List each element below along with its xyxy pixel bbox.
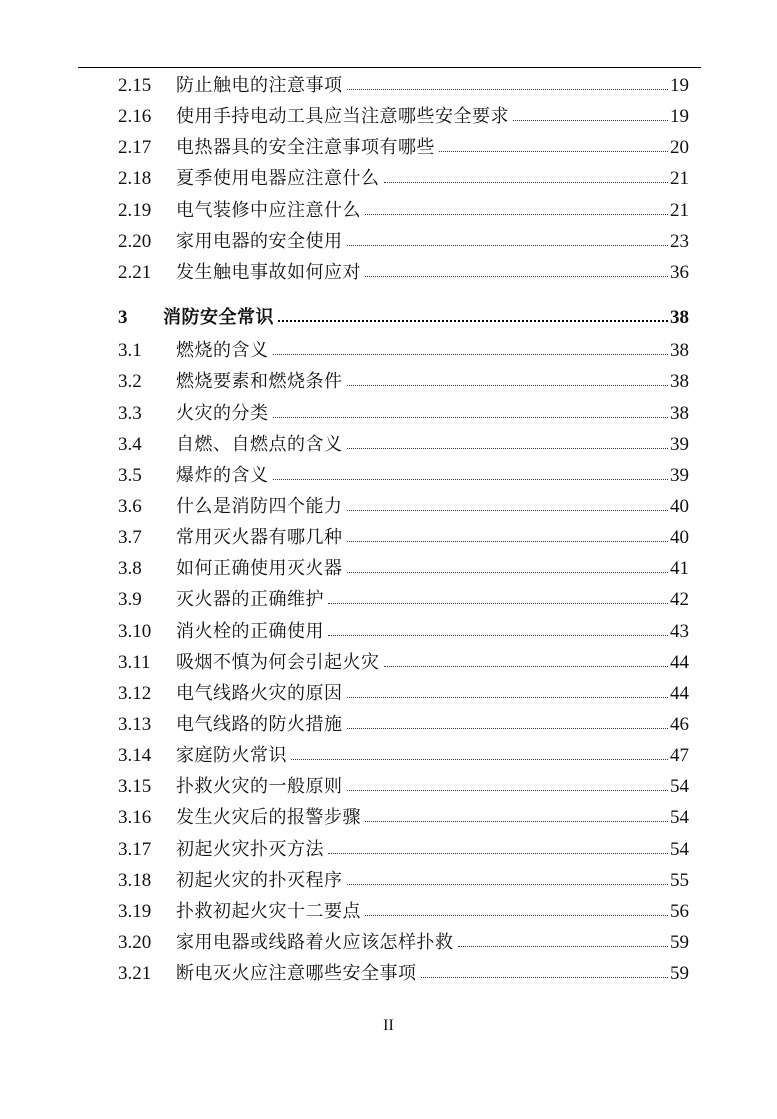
toc-entry-number: 2.21: [118, 261, 152, 283]
toc-entry-number: 3.17: [118, 838, 152, 860]
toc-entry-number: 2.20: [118, 230, 152, 252]
toc-entry-number: 3.4: [118, 433, 142, 455]
toc-entry-title: 断电灭火应注意哪些安全事项: [176, 963, 417, 985]
toc-entry-title: 灭火器的正确维护: [176, 589, 324, 611]
toc-entry[interactable]: [118, 897, 689, 927]
toc-entry-number: 3.9: [118, 589, 142, 611]
toc-leader-dots: [328, 853, 668, 854]
toc-entry[interactable]: [118, 164, 689, 194]
toc-entry-page: 41: [670, 558, 689, 580]
toc-leader-dots: [273, 479, 669, 480]
toc-leader-dots: [347, 89, 669, 90]
toc-entry[interactable]: [118, 959, 689, 989]
toc-entry[interactable]: [118, 554, 689, 584]
toc-entry-page: 21: [670, 199, 689, 221]
toc-entry-number: 2.19: [118, 199, 152, 221]
toc-entry[interactable]: [118, 835, 689, 865]
toc-entry-number: 3.3: [118, 402, 142, 424]
toc-leader-dots: [347, 510, 669, 511]
toc-entry[interactable]: [118, 492, 689, 522]
toc-entry[interactable]: [118, 461, 689, 491]
toc-entry-page: 40: [670, 495, 689, 517]
toc-entry-title: 火灾的分类: [176, 402, 269, 424]
toc-entry-page: 47: [670, 745, 689, 767]
toc-entry-page: 44: [670, 651, 689, 673]
toc-leader-dots: [458, 946, 669, 947]
toc-leader-dots: [513, 120, 668, 121]
toc-entry-page: 43: [670, 620, 689, 642]
toc-entry-number: 3.5: [118, 464, 142, 486]
toc-entry-number: 3.16: [118, 807, 152, 829]
toc-entry-title: 常用灭火器有哪几种: [176, 527, 343, 549]
toc-entry-number: 2.18: [118, 168, 152, 190]
toc-entry-title: 扑救火灾的一般原则: [176, 776, 343, 798]
toc-entry-title: 防止触电的注意事项: [176, 75, 343, 96]
toc-entry-page: 39: [670, 464, 689, 486]
toc-entry[interactable]: [118, 71, 689, 101]
toc-leader-dots: [328, 635, 668, 636]
toc-leader-dots: [347, 245, 669, 246]
toc-entry[interactable]: [118, 928, 689, 958]
header-rule: [78, 67, 701, 68]
toc-entry-number: 3: [118, 307, 128, 329]
toc-leader-dots: [347, 572, 669, 573]
toc-entry-number: 3.11: [118, 651, 151, 673]
toc-leader-dots: [347, 385, 669, 386]
toc-leader-dots: [347, 448, 669, 449]
toc-entry-number: 3.6: [118, 495, 142, 517]
toc-entry-title: 电气线路的防火措施: [176, 714, 343, 735]
toc-entry-title: 电气线路火灾的原因: [176, 682, 343, 704]
toc-entry-title: 电气装修中应注意什么: [176, 199, 361, 221]
toc-entry-page: 42: [670, 589, 689, 611]
toc-entry-page: 54: [670, 838, 689, 860]
toc-entry[interactable]: [118, 648, 689, 678]
toc-entry-title: 初起火灾扑灭方法: [176, 838, 324, 860]
toc-entry-title: 发生触电事故如何应对: [176, 261, 361, 283]
toc-entry-page: 38: [670, 402, 689, 424]
toc-leader-dots: [347, 541, 669, 542]
toc-chapter-entry[interactable]: [118, 303, 689, 333]
toc-entry[interactable]: [118, 741, 689, 771]
toc-entry[interactable]: [118, 367, 689, 397]
toc-entry-page: 23: [670, 230, 689, 252]
toc-leader-dots: [273, 417, 669, 418]
toc-entry-page: 59: [670, 963, 689, 985]
toc-entry[interactable]: [118, 430, 689, 460]
toc-leader-dots: [384, 666, 669, 667]
toc-entry-number: 2.17: [118, 137, 152, 159]
toc-entry-title: 消火栓的正确使用: [176, 620, 324, 642]
toc-entry-title: 发生火灾后的报警步骤: [176, 807, 361, 829]
page-number: II: [383, 1017, 394, 1034]
toc-entry-number: 2.15: [118, 75, 152, 96]
toc-entry-page: 46: [670, 714, 689, 735]
toc-entry-page: 55: [670, 869, 689, 891]
toc-entry-title: 吸烟不慎为何会引起火灾: [176, 651, 380, 673]
toc-entry-number: 3.13: [118, 714, 152, 735]
toc-leader-dots: [365, 821, 668, 822]
toc-entry-page: 54: [670, 807, 689, 829]
toc-entry-page: 20: [670, 137, 689, 159]
toc-entry-number: 3.7: [118, 527, 142, 549]
toc-entry-title: 什么是消防四个能力: [176, 495, 343, 517]
toc-leader-dots: [347, 884, 669, 885]
toc-entry[interactable]: [118, 227, 689, 257]
toc-leader-dots: [439, 151, 668, 152]
toc-leader-dots: [365, 214, 668, 215]
toc-entry-page: 38: [670, 371, 689, 393]
toc-entry-page: 19: [670, 75, 689, 96]
toc-entry[interactable]: [118, 866, 689, 896]
toc-entry-number: 3.10: [118, 620, 152, 642]
toc-entry-title: 燃烧要素和燃烧条件: [176, 371, 343, 393]
toc-entry-page: 21: [670, 168, 689, 190]
toc-entry-title: 家庭防火常识: [176, 745, 287, 767]
toc-entry[interactable]: [118, 523, 689, 553]
toc-entry[interactable]: [118, 258, 689, 288]
toc-entry-number: 3.21: [118, 963, 152, 985]
toc-leader-dots: [421, 977, 669, 978]
toc-leader-dots: [365, 915, 668, 916]
toc-leader-dots: [328, 603, 668, 604]
toc-entry-number: 3.19: [118, 900, 152, 922]
toc-entry-title: 家用电器的安全使用: [176, 230, 343, 252]
toc-leader-dots: [347, 728, 669, 729]
toc-entry-number: 3.18: [118, 869, 152, 891]
toc-entry-page: 38: [670, 340, 689, 362]
toc-leader-dots: [273, 354, 669, 355]
toc-leader-dots: [347, 697, 669, 698]
toc-entry[interactable]: [118, 803, 689, 833]
toc-entry-title: 燃烧的含义: [176, 340, 269, 362]
toc-entry-number: 3.12: [118, 682, 152, 704]
toc-leader-dots: [291, 759, 668, 760]
toc-entry-page: 40: [670, 527, 689, 549]
toc-entry-title: 自燃、自燃点的含义: [176, 433, 343, 455]
toc-leader-dots: [384, 182, 669, 183]
toc-leader-dots: [365, 276, 668, 277]
toc-entry-page: 38: [670, 307, 689, 329]
toc-entry-title: 初起火灾的扑灭程序: [176, 869, 343, 891]
toc-entry-number: 3.15: [118, 776, 152, 798]
toc-entry[interactable]: [118, 772, 689, 802]
toc-entry[interactable]: [118, 102, 689, 132]
toc-entry-number: 3.14: [118, 745, 152, 767]
toc-entry[interactable]: [118, 585, 689, 615]
toc-entry[interactable]: [118, 679, 689, 709]
toc-entry[interactable]: [118, 336, 689, 366]
toc-leader-dots: [278, 320, 668, 322]
toc-entry-number: 2.16: [118, 106, 152, 128]
toc-entry-title: 消防安全常识: [163, 307, 274, 329]
toc-entry-page: 39: [670, 433, 689, 455]
toc-entry[interactable]: [118, 133, 689, 163]
toc-entry-title: 家用电器或线路着火应该怎样扑救: [176, 932, 454, 953]
toc-entry-number: 3.8: [118, 558, 142, 580]
toc-entry-page: 54: [670, 776, 689, 798]
toc-entry-title: 夏季使用电器应注意什么: [176, 168, 380, 190]
toc-entry-title: 爆炸的含义: [176, 464, 269, 486]
toc-entry[interactable]: [118, 399, 689, 429]
toc-entry[interactable]: [118, 196, 689, 226]
toc-entry-page: 59: [670, 932, 689, 953]
toc-entry-title: 使用手持电动工具应当注意哪些安全要求: [176, 106, 509, 128]
toc-entry-page: 19: [670, 106, 689, 128]
toc-entry-number: 3.20: [118, 932, 152, 953]
toc-entry-number: 3.2: [118, 371, 142, 393]
toc-entry-number: 3.1: [118, 340, 142, 362]
toc-leader-dots: [347, 790, 669, 791]
toc-entry-page: 36: [670, 261, 689, 283]
toc-entry-page: 44: [670, 682, 689, 704]
toc-entry-title: 扑救初起火灾十二要点: [176, 900, 361, 922]
toc-entry-title: 如何正确使用灭火器: [176, 558, 343, 580]
toc-entry-page: 56: [670, 900, 689, 922]
toc-entry[interactable]: [118, 617, 689, 647]
toc-entry[interactable]: [118, 710, 689, 740]
toc-entry-title: 电热器具的安全注意事项有哪些: [176, 137, 435, 159]
